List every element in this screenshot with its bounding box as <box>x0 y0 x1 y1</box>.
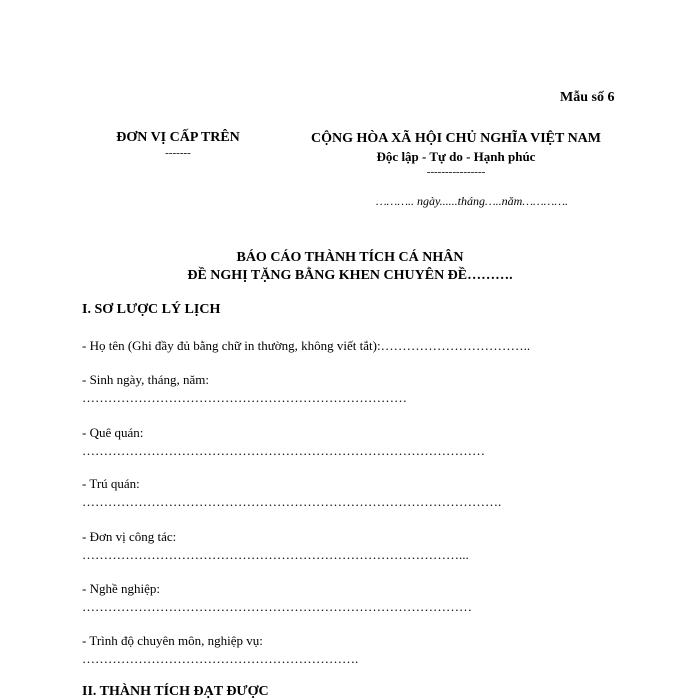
document-title <box>70 249 630 285</box>
field-hometown-label: - Quê quán: <box>82 425 144 440</box>
form-code: Mẫu số 6 <box>560 90 615 105</box>
field-qualification-label: - Trình độ chuyên môn, nghiệp vụ: <box>82 633 263 648</box>
title-line-1: BÁO CÁO THÀNH TÍCH CÁ NHÂN <box>236 250 464 265</box>
section-heading-biography: I. SƠ LƯỢC LÝ LỊCH <box>82 302 221 317</box>
issuing-unit-rule: ------- <box>165 147 191 159</box>
field-residence-label: - Trú quán: <box>82 476 140 491</box>
field-birth-date-label: - Sinh ngày, tháng, năm: <box>82 372 209 387</box>
field-qualification-line: ………………………………………………………. <box>82 651 359 666</box>
issuing-unit-block <box>108 130 248 160</box>
section-heading-achievements: II. THÀNH TÍCH ĐẠT ĐƯỢC <box>82 684 269 699</box>
field-full-name: - Họ tên (Ghi đầy đủ bằng chữ in thường, không viết tắt):…………………………….. <box>82 338 531 353</box>
field-occupation-label: - Nghề nghiệp: <box>82 581 160 596</box>
title-line-2: ĐỀ NGHỊ TẶNG BẰNG KHEN CHUYÊN ĐỀ………. <box>187 268 513 283</box>
issuing-unit-name: ĐƠN VỊ CẤP TRÊN <box>116 130 240 145</box>
field-workplace-label: - Đơn vị công tác: <box>82 529 177 544</box>
field-workplace-line: ……………………………………………………………………………... <box>82 547 469 562</box>
national-motto: Độc lập - Tự do - Hạnh phúc <box>376 149 536 164</box>
field-residence-line: ……………………………………………………………………………………. <box>82 494 502 509</box>
date-line: ……….. ngày......tháng…..năm…………. <box>376 194 569 208</box>
national-title-block <box>288 130 624 178</box>
motto-rule: ---------------- <box>426 166 486 178</box>
field-birth-date-line: ………………………………………………………………… <box>82 390 407 405</box>
field-hometown-line: ………………………………………………………………………………… <box>82 443 485 458</box>
nation-name: CỘNG HÒA XÃ HỘI CHỦ NGHĨA VIỆT NAM <box>310 131 601 146</box>
field-occupation-line: ……………………………………………………………………………… <box>82 599 472 614</box>
